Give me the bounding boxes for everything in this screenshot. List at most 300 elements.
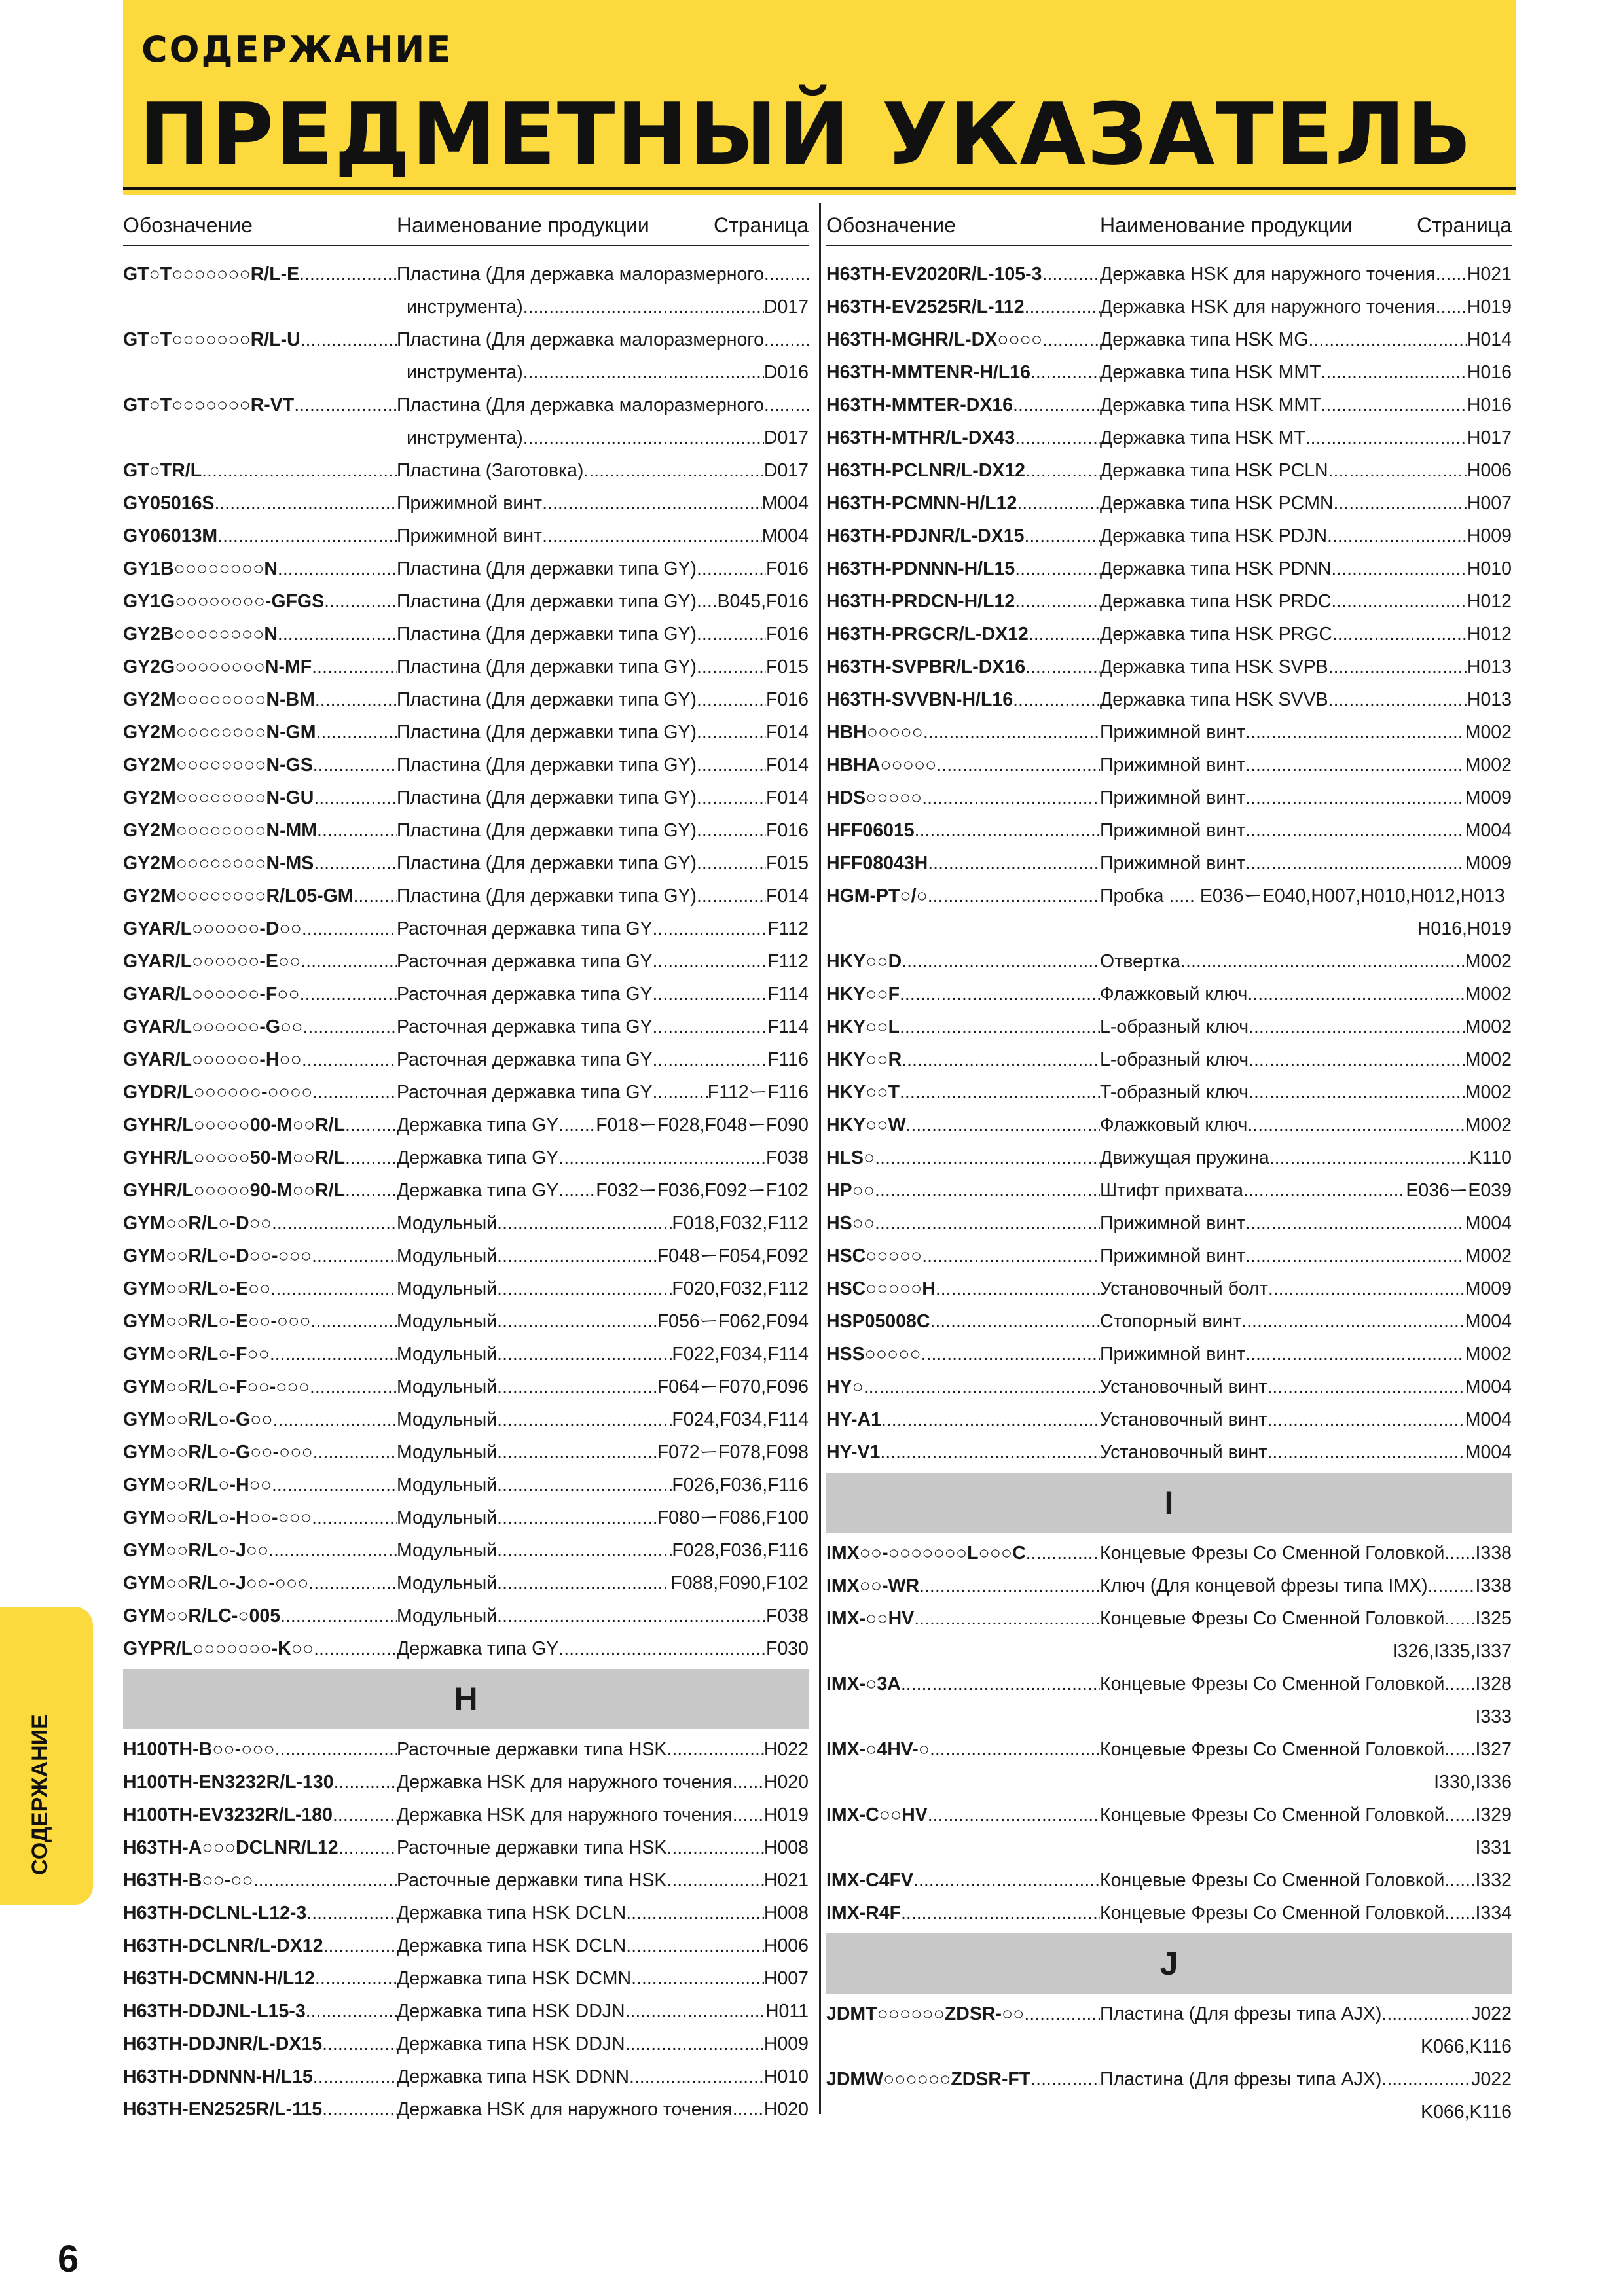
- leader-dots: [301, 323, 397, 356]
- item-page-ref[interactable]: I332: [1475, 1870, 1512, 1891]
- item-page-ref[interactable]: H020: [763, 2099, 809, 2120]
- item-page-ref[interactable]: F018ーF028,F048ーF090: [596, 1115, 809, 1136]
- index-row: [123, 487, 809, 520]
- item-name: Стопорный винт: [1100, 1311, 1242, 1332]
- item-code-cell: [123, 912, 397, 945]
- item-page-ref[interactable]: I338: [1475, 1543, 1512, 1564]
- item-page-ref[interactable]: F014: [766, 755, 809, 776]
- item-page-ref[interactable]: H013: [1467, 689, 1512, 710]
- item-page-ref[interactable]: H009: [1467, 526, 1512, 547]
- item-page-ref[interactable]: M009: [1465, 853, 1512, 874]
- item-page-ref[interactable]: F018,F032,F112: [672, 1213, 809, 1234]
- leader-dots: [653, 1076, 708, 1109]
- item-name-cell: [397, 1962, 809, 1995]
- item-code: IMX-○4HV-○: [826, 1739, 930, 1760]
- item-page-ref[interactable]: F026,F036,F116: [672, 1475, 809, 1496]
- item-code: GYM○○R/L○-E○○: [123, 1278, 271, 1299]
- index-row: [123, 1501, 809, 1534]
- index-row: [123, 1995, 809, 2028]
- side-tab[interactable]: [0, 1607, 93, 1905]
- leader-dots: [902, 945, 1100, 978]
- item-code: IMX-R4F: [826, 1903, 901, 1924]
- item-page-ref[interactable]: H017: [1467, 427, 1512, 448]
- leader-dots: [312, 1501, 397, 1534]
- item-name: Пластина (Для фрезы типа AJX): [1100, 2003, 1382, 2024]
- item-code-cell: [826, 716, 1100, 749]
- item-name: Прижимной винт: [1100, 820, 1246, 841]
- item-page-ref[interactable]: J022: [1471, 2069, 1512, 2090]
- item-page-ref[interactable]: F038: [766, 1605, 809, 1626]
- item-name-cell: [1100, 880, 1512, 912]
- leader-dots: [666, 1733, 763, 1766]
- item-page-ref[interactable]: J022: [1471, 2003, 1512, 2024]
- leader-dots: [936, 749, 1100, 781]
- item-code-cell: [826, 1174, 1100, 1207]
- leader-dots: [1024, 1998, 1100, 2030]
- item-code: JDMT○○○○○○ZDSR-○○: [826, 2003, 1025, 2024]
- item-page-ref[interactable]: M002: [1465, 722, 1512, 743]
- item-page-ref[interactable]: D017: [763, 460, 809, 481]
- item-page-ref[interactable]: F016: [766, 624, 809, 645]
- index-row: [826, 1864, 1512, 1897]
- leader-dots: [542, 487, 762, 520]
- item-code-cell: [123, 1011, 397, 1043]
- column-header: [826, 196, 1512, 245]
- item-page-ref[interactable]: H022: [763, 1739, 809, 1760]
- column-divider: [819, 203, 821, 2114]
- item-page-ref[interactable]: K110: [1469, 1147, 1512, 1168]
- item-name-cell: [1100, 1338, 1512, 1371]
- item-name: Пластина (Для державки типа GY): [397, 820, 697, 841]
- item-code: H63TH-DCMNN-H/L12: [123, 1968, 315, 1989]
- item-code-cell: [123, 1864, 397, 1897]
- item-page-ref[interactable]: I329: [1475, 1804, 1512, 1825]
- index-rows: [826, 245, 1512, 2128]
- item-code: GYM○○R/L○-F○○-○○○: [123, 1376, 310, 1397]
- item-code-cell: [123, 1174, 397, 1207]
- item-page-ref[interactable]: M002: [1465, 755, 1512, 776]
- item-name-cell: [1100, 1700, 1512, 1733]
- item-page-ref[interactable]: F016: [766, 689, 809, 710]
- item-page-ref[interactable]: F080ーF086,F100: [657, 1507, 809, 1528]
- item-name: Пластина (Для державка малоразмерного: [397, 264, 764, 285]
- header-page: Страница: [1416, 213, 1512, 237]
- item-page-ref[interactable]: F114: [767, 984, 809, 1005]
- item-code-cell: [123, 1567, 397, 1600]
- item-page-ref[interactable]: F022,F034,F114: [672, 1344, 809, 1365]
- item-code-cell: [123, 487, 397, 520]
- item-name: Прижимной винт: [1100, 787, 1246, 808]
- index-row: [826, 618, 1512, 651]
- item-code-cell: [826, 1207, 1100, 1240]
- item-code: IMX-○○HV: [826, 1608, 915, 1629]
- item-code-cell: [826, 618, 1100, 651]
- index-row: [826, 1570, 1512, 1602]
- item-page-ref[interactable]: F030: [766, 1638, 809, 1659]
- item-code: H63TH-PRDCN-H/L12: [826, 591, 1015, 612]
- item-name: Пластина (Для державка малоразмерного: [397, 395, 764, 416]
- item-page-ref[interactable]: M009: [1465, 787, 1512, 808]
- leader-dots: [313, 2060, 397, 2093]
- leader-dots: [1245, 814, 1465, 847]
- item-page-ref[interactable]: H007: [1467, 493, 1512, 514]
- item-page-ref[interactable]: H009: [763, 2034, 809, 2054]
- leader-dots: [1241, 1305, 1465, 1338]
- item-code: HY-A1: [826, 1409, 881, 1430]
- item-page-ref[interactable]: M004: [761, 493, 809, 514]
- item-page-ref[interactable]: H006: [763, 1935, 809, 1956]
- item-name-cell: [1100, 1998, 1512, 2030]
- item-page-ref[interactable]: M002: [1465, 951, 1512, 972]
- item-name-cell: [397, 683, 809, 716]
- section-letter: J: [826, 1933, 1512, 1994]
- item-name: Державка типа HSK MG: [1100, 329, 1309, 350]
- item-name: I331: [1475, 1837, 1512, 1858]
- index-row-continuation: [826, 1700, 1512, 1733]
- item-code-cell: [123, 847, 397, 880]
- leader-dots: [626, 1929, 764, 1962]
- leader-dots: [314, 1632, 397, 1665]
- item-page-ref[interactable]: H007: [763, 1968, 809, 1989]
- item-page-ref[interactable]: M004: [761, 526, 809, 547]
- leader-dots: [1026, 1537, 1100, 1570]
- item-page-ref[interactable]: H008: [763, 1903, 809, 1924]
- item-page-ref[interactable]: E036ーE039: [1406, 1180, 1512, 1201]
- item-page-ref[interactable]: M002: [1465, 1115, 1512, 1136]
- item-name: Расточная державка типа GY: [397, 1049, 653, 1070]
- item-page-ref[interactable]: H010: [763, 2066, 809, 2087]
- leader-dots: [497, 1534, 672, 1567]
- item-name: Державка типа HSK DDJN: [397, 2001, 625, 2022]
- item-name-cell: [1100, 1831, 1512, 1864]
- item-page-ref[interactable]: M002: [1465, 1344, 1512, 1365]
- item-page-ref[interactable]: H008: [763, 1837, 809, 1858]
- leader-dots: [1247, 978, 1465, 1011]
- item-page-ref[interactable]: F116: [767, 1049, 809, 1070]
- item-name: Державка типа HSK DDJN: [397, 2034, 625, 2054]
- item-page-ref[interactable]: M004: [1465, 1409, 1512, 1430]
- item-page-ref[interactable]: F072ーF078,F098: [657, 1442, 809, 1463]
- index-row: [123, 1831, 809, 1864]
- index-row-continuation: [826, 2096, 1512, 2128]
- index-row: [123, 323, 809, 356]
- leader-dots: [317, 814, 397, 847]
- item-page-ref[interactable]: H021: [1467, 264, 1512, 285]
- item-code-cell: [826, 880, 1100, 912]
- item-page-ref[interactable]: F014: [766, 722, 809, 743]
- item-page-ref[interactable]: H013: [1467, 656, 1512, 677]
- leader-dots: [306, 1897, 397, 1929]
- header-code: Обозначение: [826, 213, 956, 237]
- item-page-ref[interactable]: F014: [766, 787, 809, 808]
- item-page-ref[interactable]: F024,F034,F114: [672, 1409, 809, 1430]
- index-row: [123, 1534, 809, 1567]
- item-code: H100TH-EN3232R/L-130: [123, 1772, 334, 1793]
- item-name-cell: [397, 585, 809, 618]
- item-code-cell: [123, 978, 397, 1011]
- item-name-cell: [1100, 1668, 1512, 1700]
- item-name-cell: [397, 847, 809, 880]
- item-code: IMX-C4FV: [826, 1870, 914, 1891]
- item-name-cell: [1100, 454, 1512, 487]
- item-name-cell: [397, 1207, 809, 1240]
- item-name: Прижимной винт: [1100, 853, 1246, 874]
- item-name: Концевые Фрезы Со Сменной Головкой: [1100, 1870, 1445, 1891]
- leader-dots: [312, 1076, 397, 1109]
- leader-dots: [913, 1864, 1100, 1897]
- leader-dots: [217, 520, 397, 552]
- item-code-cell: [123, 1076, 397, 1109]
- item-code-cell: [826, 683, 1100, 716]
- item-page-ref[interactable]: F112: [767, 951, 809, 972]
- item-code: GT○T○○○○○○○R/L-E: [123, 264, 300, 285]
- item-page-ref[interactable]: D016: [763, 362, 809, 383]
- leader-dots: [875, 1174, 1100, 1207]
- item-code-cell: [123, 1272, 397, 1305]
- index-column-right: [826, 196, 1512, 2128]
- item-code-cell: [123, 1338, 397, 1371]
- item-name-cell: [1100, 258, 1512, 291]
- item-page-ref[interactable]: F112: [767, 918, 809, 939]
- leader-dots: [324, 585, 397, 618]
- item-code-cell: [123, 781, 397, 814]
- item-code-cell: [123, 945, 397, 978]
- item-name-cell: [1100, 749, 1512, 781]
- header-code: Обозначение: [123, 213, 253, 237]
- item-name: инструмента): [407, 427, 523, 448]
- item-name: Установочный винт: [1100, 1409, 1267, 1430]
- leader-dots: [202, 454, 397, 487]
- item-page-ref[interactable]: F015: [766, 656, 809, 677]
- item-code-cell: [123, 618, 397, 651]
- leader-dots: [697, 814, 766, 847]
- item-code-cell: [826, 454, 1100, 487]
- item-name-cell: [397, 1534, 809, 1567]
- item-code: GYAR/L○○○○○○-D○○: [123, 918, 302, 939]
- index-row: [826, 1240, 1512, 1272]
- item-name-cell: [1100, 683, 1512, 716]
- item-page-ref[interactable]: F056ーF062,F094: [657, 1311, 809, 1332]
- leader-dots: [322, 2093, 397, 2126]
- banner-rule: [123, 187, 1516, 190]
- item-name-cell: [1100, 1305, 1512, 1338]
- item-page-ref[interactable]: M002: [1465, 984, 1512, 1005]
- leader-dots: [928, 1799, 1100, 1831]
- item-name: Державка типа HSK DCMN: [397, 1968, 632, 1989]
- index-row: [123, 1141, 809, 1174]
- leader-dots: [666, 1864, 763, 1897]
- item-page-ref[interactable]: F112ーF116: [707, 1082, 809, 1103]
- leader-dots: [1025, 651, 1100, 683]
- item-page-ref[interactable]: M002: [1465, 1016, 1512, 1037]
- item-code-cell: [826, 1338, 1100, 1371]
- header-name: Наименование продукции: [1100, 213, 1353, 237]
- item-code: HBH○○○○○: [826, 722, 923, 743]
- item-name-cell: [397, 520, 809, 552]
- index-row: [123, 1962, 809, 1995]
- item-code-cell: [826, 520, 1100, 552]
- item-page-ref[interactable]: M004: [1465, 1442, 1512, 1463]
- leader-dots: [1309, 323, 1467, 356]
- item-page-ref[interactable]: B045,F016: [717, 591, 809, 612]
- index-row: [123, 258, 809, 291]
- item-code: H63TH-SVPBR/L-DX16: [826, 656, 1026, 677]
- item-code-cell: [826, 945, 1100, 978]
- index-row: [826, 487, 1512, 520]
- item-name-cell: [1100, 618, 1512, 651]
- item-name-cell: [397, 945, 809, 978]
- index-row: [826, 552, 1512, 585]
- leader-dots: [697, 585, 718, 618]
- item-name-cell: [397, 1600, 809, 1632]
- index-row-continuation: [826, 1831, 1512, 1864]
- index-row: [826, 389, 1512, 422]
- item-page-ref[interactable]: M004: [1465, 820, 1512, 841]
- item-page-ref[interactable]: F020,F032,F112: [672, 1278, 809, 1299]
- item-code: GYM○○R/L○-H○○-○○○: [123, 1507, 312, 1528]
- item-page-ref[interactable]: H016: [1467, 362, 1512, 383]
- item-code-cell: [123, 1897, 397, 1929]
- leader-dots: [653, 978, 768, 1011]
- leader-dots: [900, 1011, 1100, 1043]
- leader-dots: [558, 1141, 766, 1174]
- item-code-cell: [123, 2028, 397, 2060]
- item-page-ref[interactable]: F114: [767, 1016, 809, 1037]
- item-page-ref[interactable]: F016: [766, 820, 809, 841]
- leader-dots: [1444, 1799, 1475, 1831]
- item-page-ref[interactable]: F064ーF070,F096: [657, 1376, 809, 1397]
- item-page-ref[interactable]: F015: [766, 853, 809, 874]
- item-code-cell: [123, 552, 397, 585]
- item-page-ref[interactable]: M002: [1465, 1246, 1512, 1266]
- item-name: Модульный: [397, 1507, 498, 1528]
- item-code: H63TH-A○○○DCLNR/L12: [123, 1837, 338, 1858]
- index-row: [826, 1371, 1512, 1403]
- item-page-ref[interactable]: H019: [763, 1804, 809, 1825]
- item-code-cell: [123, 323, 397, 356]
- item-name: H016,H019: [1417, 918, 1512, 939]
- item-page-ref[interactable]: D017: [763, 427, 809, 448]
- item-page-ref[interactable]: F038: [766, 1147, 809, 1168]
- item-page-ref[interactable]: H011: [765, 2001, 809, 2022]
- item-code: HKY○○F: [826, 984, 900, 1005]
- index-row: [826, 1141, 1512, 1174]
- item-code-cell: [826, 1043, 1100, 1076]
- index-row: [826, 945, 1512, 978]
- item-page-ref[interactable]: M002: [1465, 1082, 1512, 1103]
- item-name-cell: [1100, 1799, 1512, 1831]
- item-page-ref[interactable]: H006: [1467, 460, 1512, 481]
- leader-dots: [1030, 356, 1100, 389]
- item-name-cell: [1100, 2063, 1512, 2096]
- item-code: GT○TR/L: [123, 460, 202, 481]
- item-name: Пластина (Для державки типа GY): [397, 722, 697, 743]
- item-page-ref[interactable]: H019: [1467, 296, 1512, 317]
- item-page-ref[interactable]: H016: [1467, 395, 1512, 416]
- item-name-cell: [1100, 651, 1512, 683]
- leader-dots: [558, 1109, 596, 1141]
- index-row: [123, 1305, 809, 1338]
- item-page-ref[interactable]: F088,F090,F102: [670, 1573, 809, 1594]
- item-page-ref[interactable]: H012: [1467, 624, 1512, 645]
- item-code: GY06013M: [123, 526, 218, 547]
- leader-dots: [928, 880, 1100, 912]
- leader-dots: [497, 1305, 657, 1338]
- item-page-ref[interactable]: F014: [766, 886, 809, 906]
- item-name: инструмента): [407, 362, 523, 383]
- item-page-ref[interactable]: M004: [1465, 1376, 1512, 1397]
- item-page-ref[interactable]: I325: [1475, 1608, 1512, 1629]
- leader-dots: [1444, 1537, 1475, 1570]
- index-row: [826, 1733, 1512, 1766]
- item-page-ref[interactable]: H020: [763, 1772, 809, 1793]
- item-page-ref[interactable]: I338: [1475, 1575, 1512, 1596]
- item-code-cell: [123, 1141, 397, 1174]
- index-row: [123, 1897, 809, 1929]
- leader-dots: [272, 1207, 397, 1240]
- item-name-cell: [397, 1733, 809, 1766]
- item-page-ref[interactable]: M002: [1465, 1049, 1512, 1070]
- item-code: H100TH-EV3232R/L-180: [123, 1804, 333, 1825]
- leader-dots: [625, 1995, 765, 2028]
- item-code: HGM-PT○/○: [826, 886, 928, 906]
- leader-dots: [270, 1272, 397, 1305]
- item-name-cell: [397, 1338, 809, 1371]
- index-row: [123, 585, 809, 618]
- item-page-ref[interactable]: H010: [1467, 558, 1512, 579]
- leader-dots: [902, 1043, 1100, 1076]
- item-page-ref[interactable]: D017: [763, 296, 809, 317]
- item-code: HFF06015: [826, 820, 915, 841]
- item-page-ref[interactable]: F032ーF036,F092ーF102: [596, 1180, 809, 1201]
- item-name-cell: [397, 454, 809, 487]
- item-code-cell: [123, 1766, 397, 1799]
- item-code: HSC○○○○○H: [826, 1278, 936, 1299]
- item-code: GY2M○○○○○○○○N-GM: [123, 722, 316, 743]
- item-name-cell: [397, 1305, 809, 1338]
- item-name-cell: [397, 258, 809, 291]
- item-name-cell: [1100, 1207, 1512, 1240]
- item-code-cell: [123, 814, 397, 847]
- item-page-ref[interactable]: F016: [766, 558, 809, 579]
- item-page-ref[interactable]: I328: [1475, 1674, 1512, 1695]
- item-page-ref[interactable]: M004: [1465, 1311, 1512, 1332]
- index-row-continuation: [123, 422, 809, 454]
- item-name: Модульный: [397, 1278, 498, 1299]
- item-page-ref[interactable]: H021: [763, 1870, 809, 1891]
- leader-dots: [1245, 847, 1465, 880]
- item-page-ref[interactable]: H014: [1467, 329, 1512, 350]
- item-page-ref[interactable]: F028,F036,F116: [672, 1540, 809, 1561]
- item-name-cell: [397, 323, 809, 356]
- item-page-ref[interactable]: I334: [1475, 1903, 1512, 1924]
- item-name-cell: [397, 1109, 809, 1141]
- item-code-cell: [826, 847, 1100, 880]
- item-code-cell: [123, 1043, 397, 1076]
- index-row: [123, 781, 809, 814]
- item-page-ref[interactable]: F048ーF054,F092: [657, 1246, 809, 1266]
- item-code: GYPR/L○○○○○○○-K○○: [123, 1638, 314, 1659]
- item-page-ref[interactable]: H012: [1467, 591, 1512, 612]
- section-subtitle: СОДЕРЖАНИЕ: [141, 29, 453, 70]
- item-code-cell: [826, 487, 1100, 520]
- side-tab-label: СОДЕРЖАНИЕ: [27, 1714, 52, 1875]
- item-page-ref[interactable]: I327: [1475, 1739, 1512, 1760]
- item-page-ref[interactable]: M009: [1465, 1278, 1512, 1299]
- leader-dots: [558, 1174, 596, 1207]
- item-page-ref[interactable]: M004: [1465, 1213, 1512, 1234]
- leader-dots: [875, 1207, 1100, 1240]
